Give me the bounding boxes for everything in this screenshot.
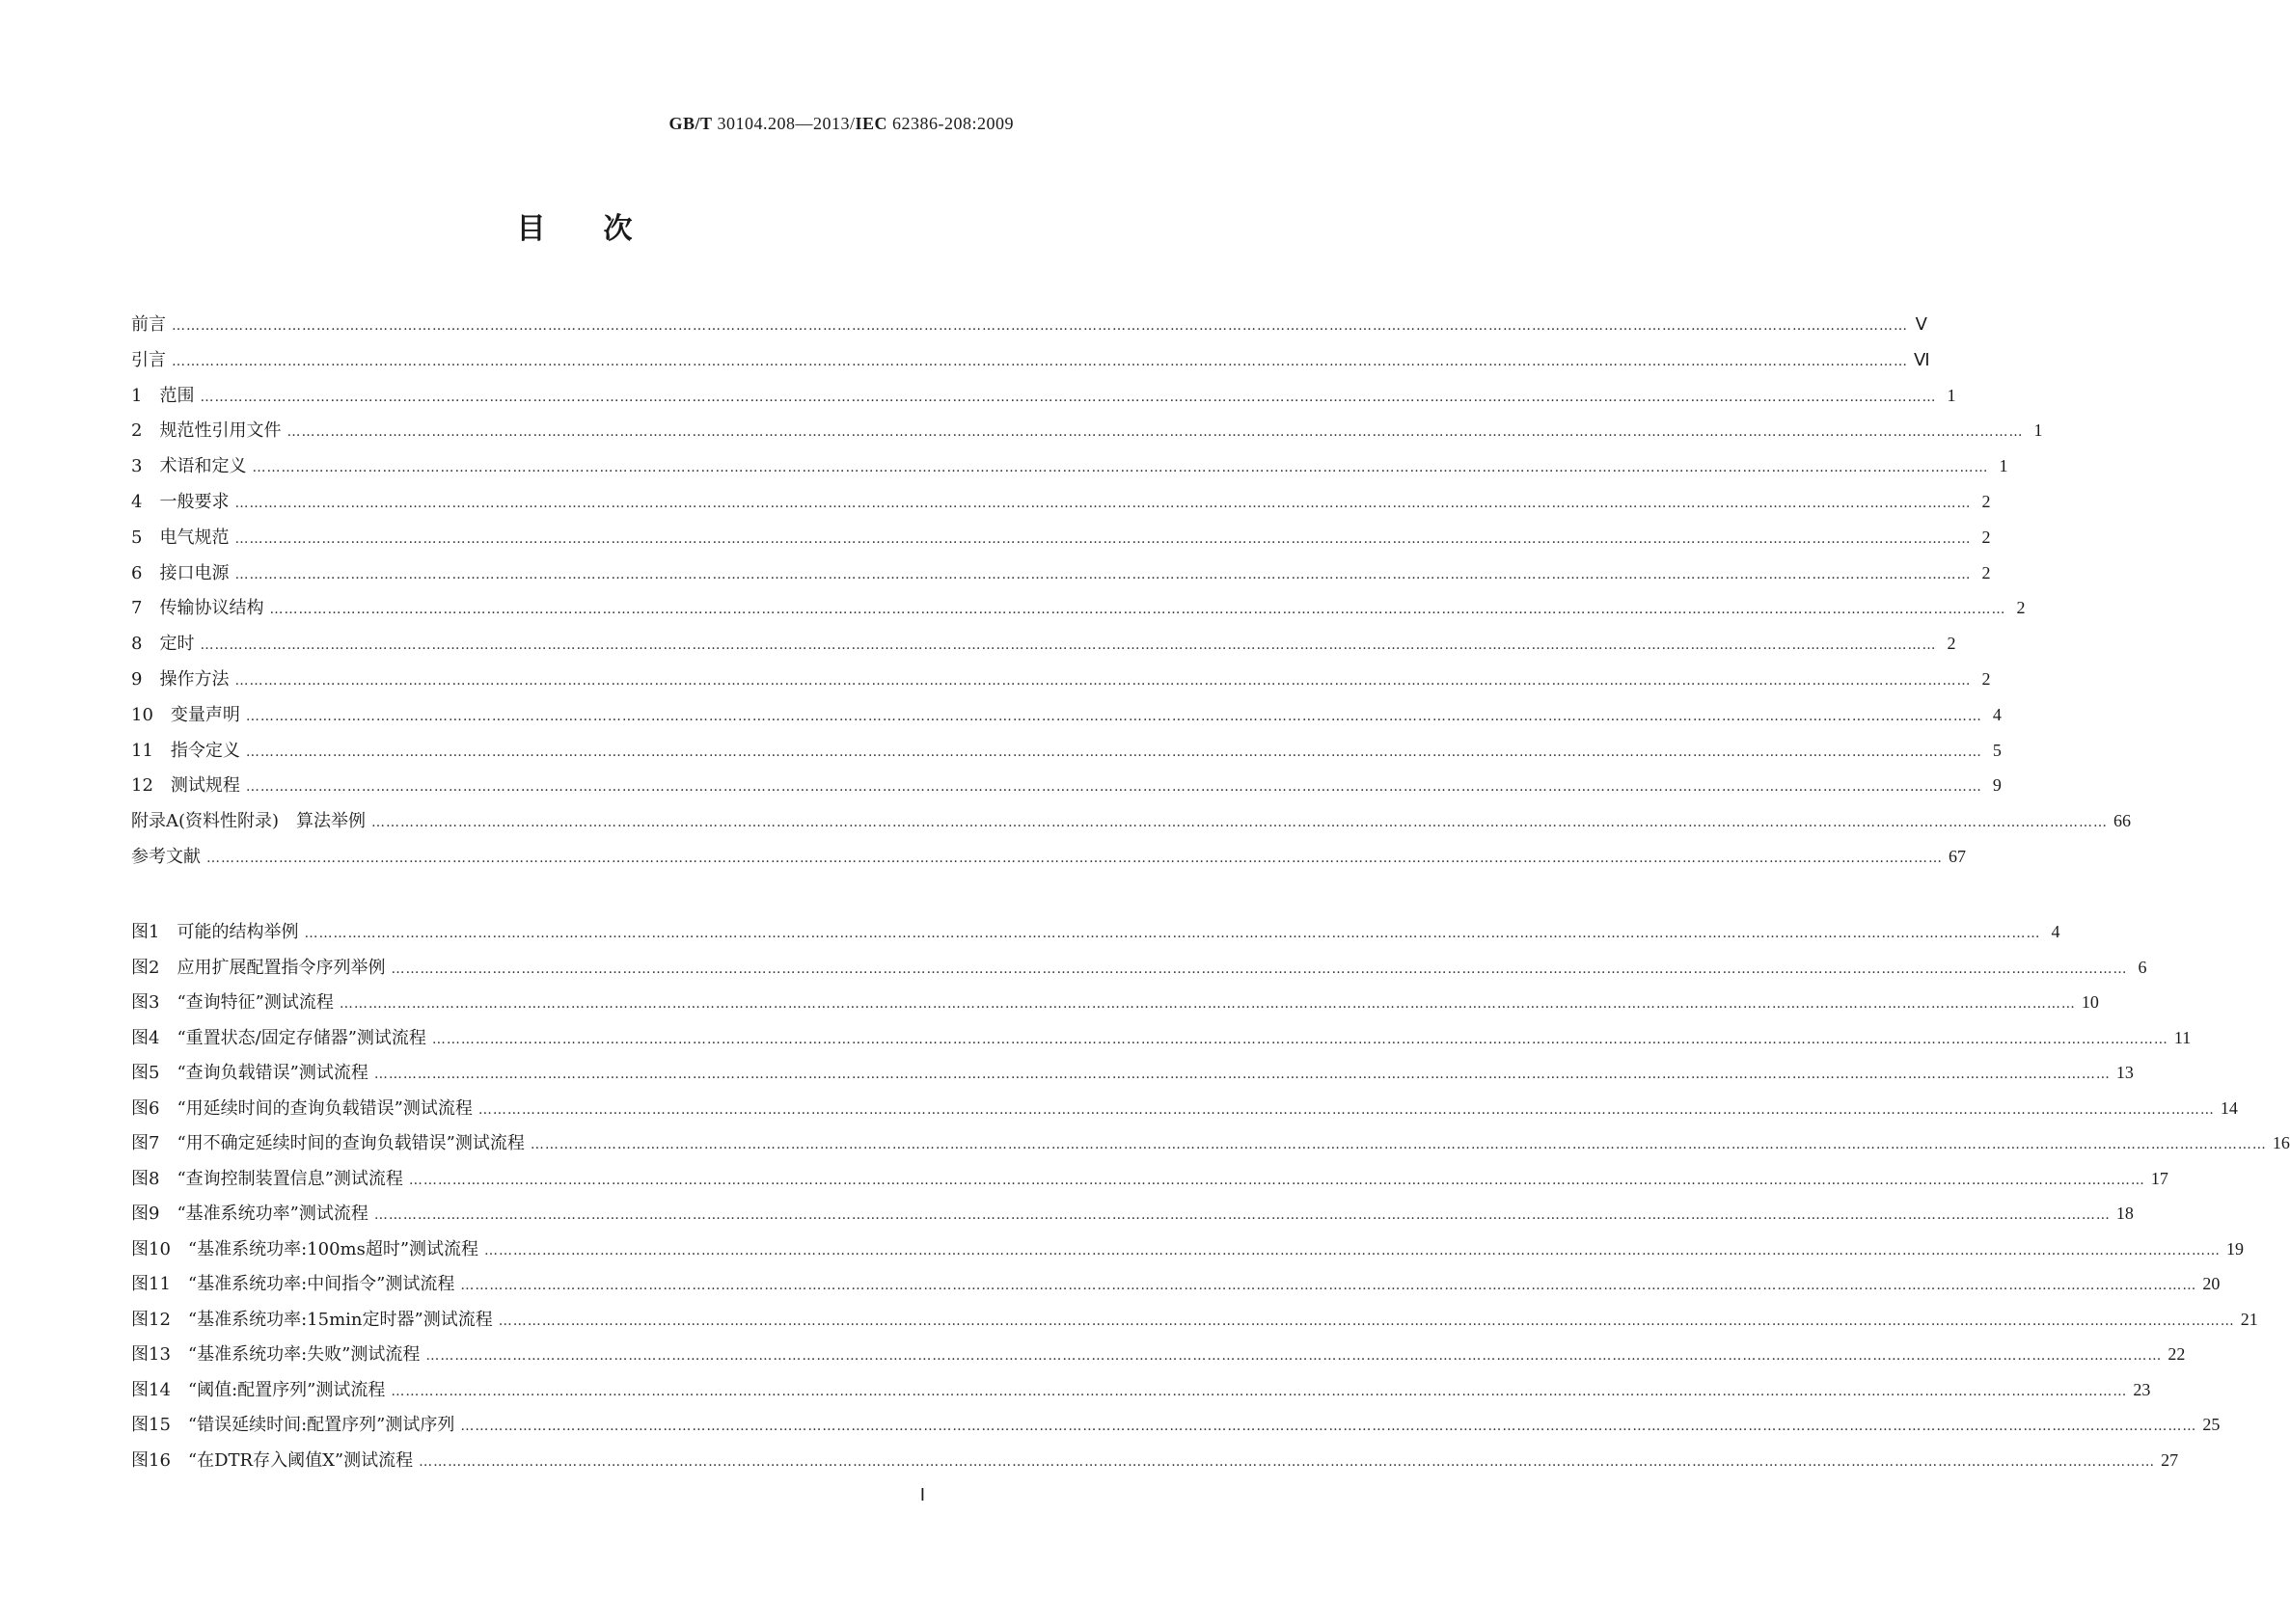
toc-entry[interactable] [131,843,1966,879]
entry-page: 2 [1981,491,1991,511]
dot-leader: ……………………………………………………………………………………………………………………………………………………………………………………………………………………………………………………………………………………………………………………………… [530,1137,2267,1152]
entry-page: 66 [2113,811,2132,831]
header-code-rest: 30104.208—2013/ [712,114,856,133]
dot-leader: ……………………………………………………………………………………………………………………………………………………………………………………………………………………………………………………………………………………………………………………………… [200,637,1937,654]
dot-leader: ……………………………………………………………………………………………………………………………………………………………………………………………………………………………………………………………………………………………………………………………… [408,1172,2145,1188]
entry-page: 2 [1981,527,1991,547]
toc-entry[interactable] [131,488,1991,524]
entry-label: 图6 “用延续时间的查询负载错误”测试流程 [131,1097,473,1119]
toc-entry[interactable] [131,452,2008,488]
dot-leader: ……………………………………………………………………………………………………………………………………………………………………………………………………………………………………………………………………………………………………………………………… [286,424,2024,441]
entry-page: 19 [2226,1238,2245,1259]
dot-leader: ……………………………………………………………………………………………………………………………………………………………………………………………………………………………………………………………………………………………………………………………… [245,708,1982,724]
entry-page: 1 [1999,456,2008,476]
entry-page: 27 [2161,1449,2179,1470]
dot-leader: ……………………………………………………………………………………………………………………………………………………………………………………………………………………………………………………………………………………………………………………………… [477,1101,2215,1118]
entry-label: 11 指令定义 [131,740,240,761]
toc-entry[interactable] [131,807,2132,843]
entry-page: 67 [1949,846,1966,866]
dot-leader: ……………………………………………………………………………………………………………………………………………………………………………………………………………………………………………………………………………………………………………………………… [172,353,1908,369]
entry-page: 9 [1992,775,2002,796]
toc-entry[interactable] [131,417,2043,452]
dot-leader: ……………………………………………………………………………………………………………………………………………………………………………………………………………………………………………………………………………………………………………………………… [460,1278,2197,1293]
dot-leader: ……………………………………………………………………………………………………………………………………………………………………………………………………………………………………………………………………………………………………………………………… [234,495,1972,511]
entry-label: 10 变量声明 [131,704,240,725]
entry-page: 1 [2033,420,2043,441]
dot-leader: ……………………………………………………………………………………………………………………………………………………………………………………………………………………………………………………………………………………………………………………………… [425,1348,2163,1364]
entry-label: 3 术语和定义 [131,456,247,477]
entry-page: Ⅴ [1915,314,1927,334]
dot-leader: ……………………………………………………………………………………………………………………………………………………………………………………………………………………………………………………………………………………………………………………………… [391,961,2128,977]
entry-label: 12 测试规程 [131,775,240,797]
dot-leader: ……………………………………………………………………………………………………………………………………………………………………………………………………………………………………………………………………………………………………………………………… [460,1419,2197,1434]
header-code-bold: GB/T [668,114,713,133]
dot-leader: ……………………………………………………………………………………………………………………………………………………………………………………………………………………………………………………………………………………………………………………………… [373,1067,2111,1082]
figure-entry[interactable] [131,954,2147,989]
entry-label: 图10 “基准系统功率:100ms超时”测试流程 [131,1238,479,1259]
figure-entry[interactable] [131,1129,2290,1165]
entry-label: 图5 “查询负载错误”测试流程 [131,1063,368,1083]
entry-page: Ⅵ [1914,349,1930,369]
entry-page: 4 [1992,704,2002,724]
entry-page: 5 [1992,740,2002,760]
entry-page: 2 [1981,668,1991,689]
entry-page: 2 [1947,634,1956,654]
dot-leader: ……………………………………………………………………………………………………………………………………………………………………………………………………………………………………………………………………………………………………………………………… [269,602,2006,618]
figure-entry[interactable] [131,1165,2168,1201]
entry-label: 图3 “查询特征”测试流程 [131,992,334,1013]
dot-leader: ……………………………………………………………………………………………………………………………………………………………………………………………………………………………………………………………………………………………………………………………… [234,530,1972,547]
page-title: 目次 [516,212,691,246]
entry-label: 8 定时 [131,634,195,655]
dot-leader: ……………………………………………………………………………………………………………………………………………………………………………………………………………………………………………………………………………………………………………………………… [498,1313,2235,1329]
dot-leader: ……………………………………………………………………………………………………………………………………………………………………………………………………………………………………………………………………………………………………………………………… [234,672,1972,689]
entry-label: 图4 “重置状态/固定存储器”测试流程 [131,1027,426,1048]
toc-entry[interactable] [131,346,1930,382]
entry-label: 引言 [131,349,166,370]
entry-page: 6 [2138,957,2147,977]
dot-leader: ……………………………………………………………………………………………………………………………………………………………………………………………………………………………………………………………………………………………………………………………… [391,1383,2128,1399]
toc-entry[interactable] [131,311,1927,346]
toc-list [131,311,2132,879]
dot-leader: ……………………………………………………………………………………………………………………………………………………………………………………………………………………………………………………………………………………………………………………………… [234,566,1972,582]
header-iec-bold: IEC [855,114,887,133]
dot-leader: ……………………………………………………………………………………………………………………………………………………………………………………………………………………………………………………………………………………………………………………………… [245,779,1982,796]
dot-leader: ……………………………………………………………………………………………………………………………………………………………………………………………………………………………………………………………………………………………………………………………… [431,1031,2168,1047]
entry-page: 23 [2133,1379,2151,1399]
dot-leader: ……………………………………………………………………………………………………………………………………………………………………………………………………………………………………………………………………………………………………………………………… [373,1207,2111,1223]
figure-entry[interactable] [131,1340,2186,1376]
figure-entry[interactable] [131,1200,2134,1235]
entry-page: 4 [2051,922,2060,941]
entry-page: 10 [2081,992,2099,1012]
entry-label: 图2 应用扩展配置指令序列举例 [131,957,386,978]
figure-entry[interactable] [131,988,2099,1024]
entry-page: 22 [2167,1344,2186,1364]
toc-entry[interactable] [131,524,1991,559]
toc-entry[interactable] [131,737,2002,772]
entry-label: 7 传输协议结构 [131,598,264,619]
figure-entry[interactable] [131,1270,2221,1306]
dot-leader: ……………………………………………………………………………………………………………………………………………………………………………………………………………………………………………………………………………………………………………………………… [371,815,2109,831]
entry-page: 25 [2202,1415,2221,1434]
entry-label: 参考文献 [131,846,201,867]
dot-leader: ……………………………………………………………………………………………………………………………………………………………………………………………………………………………………………………………………………………………………………………………… [172,318,1908,334]
header-iec-rest: 62386-208:2009 [887,114,1014,133]
entry-page: 20 [2202,1274,2221,1293]
entry-label: 图13 “基准系统功率:失败”测试流程 [131,1344,421,1365]
entry-label: 图15 “错误延续时间:配置序列”测试序列 [131,1415,455,1435]
toc-entry[interactable] [131,594,2026,630]
entry-page: 14 [2220,1097,2238,1118]
entry-label: 前言 [131,314,166,335]
figure-entry[interactable] [131,1024,2192,1060]
figure-entry[interactable] [131,918,2060,954]
entry-page: 17 [2150,1168,2168,1188]
entry-label: 图12 “基准系统功率:15min定时器”测试流程 [131,1309,493,1330]
toc-entry[interactable] [131,771,2002,807]
dot-leader: ……………………………………………………………………………………………………………………………………………………………………………………………………………………………………………………………………………………………………………………………… [252,460,1989,476]
entry-label: 6 接口电源 [131,562,230,583]
document-header [668,114,1014,134]
entry-label: 图14 “阈值:配置序列”测试流程 [131,1379,386,1400]
entry-page: 2 [1981,562,1991,582]
figure-entry[interactable] [131,1411,2221,1447]
figure-entry[interactable] [131,1447,2179,1482]
entry-page: 1 [1947,385,1956,405]
dot-leader: ……………………………………………………………………………………………………………………………………………………………………………………………………………………………………………………………………………………………………………………………… [419,1453,2156,1470]
dot-leader: ……………………………………………………………………………………………………………………………………………………………………………………………………………………………………………………………………………………………………………………………… [339,996,2076,1012]
toc-entry[interactable] [131,701,2002,737]
entry-label: 2 规范性引用文件 [131,420,282,442]
entry-label: 1 范围 [131,385,195,406]
dot-leader: ……………………………………………………………………………………………………………………………………………………………………………………………………………………………………………………………………………………………………………………………… [484,1242,2222,1259]
toc-entry[interactable] [131,665,1991,701]
toc-entry[interactable] [131,559,1991,595]
entry-label: 图8 “查询控制装置信息”测试流程 [131,1168,403,1189]
entry-label: 图9 “基准系统功率”测试流程 [131,1204,368,1224]
entry-page: 21 [2240,1309,2258,1329]
toc-entry[interactable] [131,382,1956,418]
figure-entry[interactable] [131,1095,2238,1130]
entry-label: 9 操作方法 [131,668,230,690]
figure-entry[interactable] [131,1376,2151,1412]
entry-page: 11 [2173,1027,2192,1047]
figure-entry[interactable] [131,1306,2258,1341]
figure-entry[interactable] [131,1235,2245,1271]
entry-page: 18 [2115,1204,2134,1223]
entry-page: 16 [2272,1133,2290,1152]
figure-entry[interactable] [131,1059,2134,1095]
toc-entry[interactable] [131,630,1956,665]
entry-label: 图7 “用不确定延续时间的查询负载错误”测试流程 [131,1133,525,1153]
figure-list [131,918,2290,1481]
entry-label: 4 一般要求 [131,491,230,512]
dot-leader: ……………………………………………………………………………………………………………………………………………………………………………………………………………………………………………………………………………………………………………………………… [206,850,1943,866]
entry-page: 13 [2115,1063,2134,1082]
dot-leader: ……………………………………………………………………………………………………………………………………………………………………………………………………………………………………………………………………………………………………………………………… [200,389,1937,405]
entry-label: 图11 “基准系统功率:中间指令”测试流程 [131,1274,455,1294]
page-number: Ⅰ [919,1485,925,1504]
dot-leader: ……………………………………………………………………………………………………………………………………………………………………………………………………………………………………………………………………………………………………………………………… [245,744,1982,760]
entry-label: 5 电气规范 [131,527,230,548]
entry-page: 2 [2016,598,2026,618]
dot-leader: ……………………………………………………………………………………………………………………………………………………………………………………………………………………………………………………………………………………………………………………………… [304,926,2041,941]
entry-label: 附录A(资料性附录) 算法举例 [131,811,367,832]
entry-label: 图16 “在DTR存入阈值X”测试流程 [131,1449,414,1471]
entry-label: 图1 可能的结构举例 [131,922,299,942]
